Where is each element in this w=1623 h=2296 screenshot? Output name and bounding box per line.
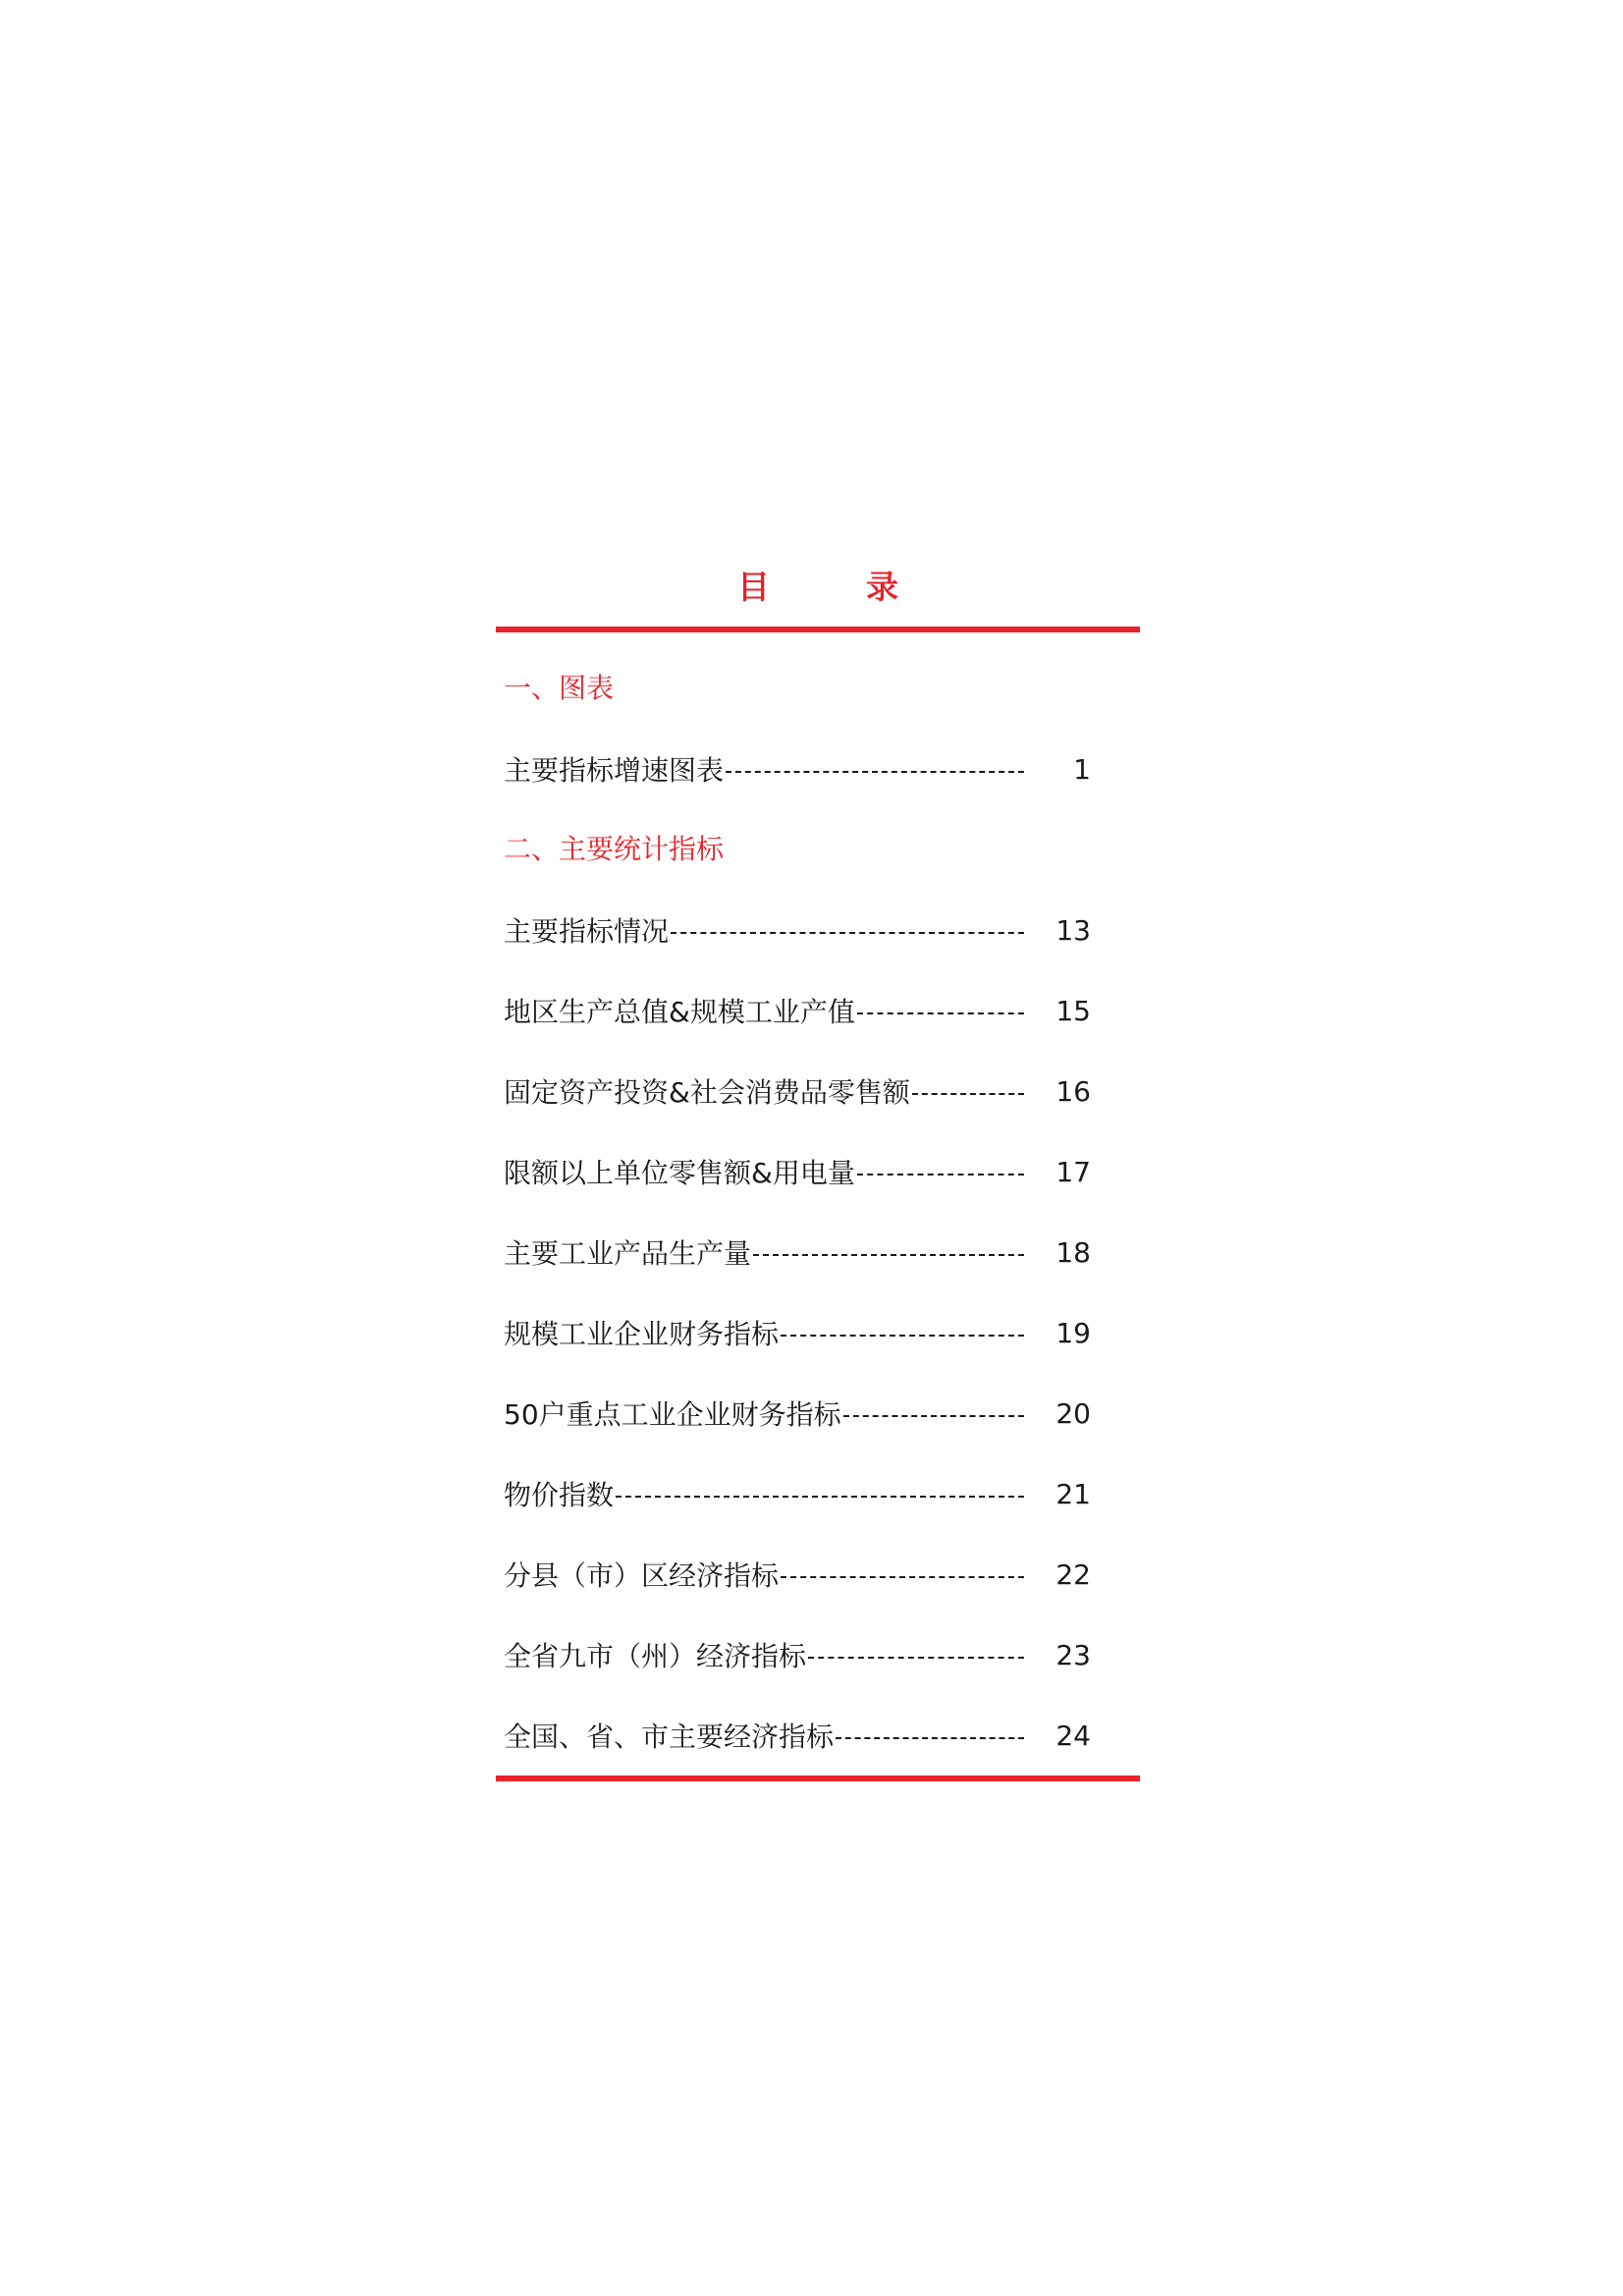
toc-entry[interactable] — [496, 1534, 1140, 1614]
dotted-leader — [753, 1254, 1024, 1256]
toc-entry-label: 全国、省、市主要经济指标 — [504, 1721, 835, 1753]
dotted-leader — [781, 1576, 1024, 1578]
toc-entry-label: 分县（市）区经济指标 — [504, 1559, 780, 1592]
toc-entry-page: 24 — [1055, 1719, 1091, 1752]
toc-entry-page: 17 — [1055, 1155, 1091, 1188]
toc-entry-page: 19 — [1055, 1316, 1091, 1349]
toc-entry[interactable] — [496, 1292, 1140, 1373]
dotted-leader — [857, 1174, 1024, 1175]
toc-entry-page: 16 — [1055, 1074, 1091, 1108]
dotted-leader — [857, 1012, 1024, 1014]
toc-entry[interactable] — [496, 1051, 1140, 1131]
toc-entry[interactable] — [496, 1453, 1140, 1534]
toc-entry-label: 限额以上单位零售额&用电量 — [504, 1157, 855, 1189]
toc-entry-label: 物价指数 — [504, 1479, 615, 1511]
toc-entry-page: 18 — [1055, 1235, 1091, 1269]
toc-entry-label: 主要工业产品生产量 — [504, 1237, 752, 1270]
dotted-leader — [671, 932, 1024, 934]
toc-entry[interactable] — [496, 1212, 1140, 1292]
toc-entry[interactable] — [496, 1131, 1140, 1212]
toc-entry[interactable] — [496, 1695, 1140, 1776]
toc-entry[interactable] — [496, 890, 1140, 970]
toc-entry-page: 1 — [1073, 752, 1091, 786]
dotted-leader — [836, 1737, 1024, 1739]
toc-entries — [496, 632, 1140, 1776]
dotted-leader — [912, 1093, 1024, 1095]
toc-entry-page: 13 — [1055, 913, 1091, 947]
toc-entry-page: 21 — [1055, 1477, 1091, 1510]
toc-entry[interactable] — [496, 970, 1140, 1051]
toc-entry-label: 主要指标情况 — [504, 915, 670, 948]
toc-entry[interactable] — [496, 729, 1140, 809]
toc-entry-page: 15 — [1055, 994, 1091, 1027]
dotted-leader — [726, 771, 1024, 773]
toc-entry-page: 23 — [1055, 1638, 1091, 1671]
toc-entry-page: 22 — [1055, 1558, 1091, 1591]
dotted-leader — [781, 1335, 1024, 1337]
dotted-leader — [843, 1415, 1024, 1417]
table-of-contents — [496, 560, 1140, 1781]
dotted-leader — [808, 1657, 1024, 1659]
bottom-divider — [496, 1776, 1140, 1781]
toc-entry-label: 主要指标增速图表 — [504, 754, 725, 787]
toc-entry-label: 地区生产总值&规模工业产值 — [504, 996, 855, 1028]
toc-entry-label: 50户重点工业企业财务指标 — [504, 1398, 841, 1431]
toc-entry-page: 20 — [1055, 1396, 1091, 1430]
toc-entry-label: 固定资产投资&社会消费品零售额 — [504, 1076, 910, 1109]
toc-entry-label: 规模工业企业财务指标 — [504, 1318, 780, 1350]
toc-title: 目录 — [737, 568, 995, 606]
toc-entry[interactable] — [496, 1614, 1140, 1695]
section-heading-charts: 一、图表 — [504, 672, 615, 704]
section-heading-indicators: 二、主要统计指标 — [504, 833, 725, 865]
dotted-leader — [616, 1496, 1024, 1498]
toc-entry[interactable] — [496, 1373, 1140, 1453]
toc-entry-label: 全省九市（州）经济指标 — [504, 1640, 807, 1672]
